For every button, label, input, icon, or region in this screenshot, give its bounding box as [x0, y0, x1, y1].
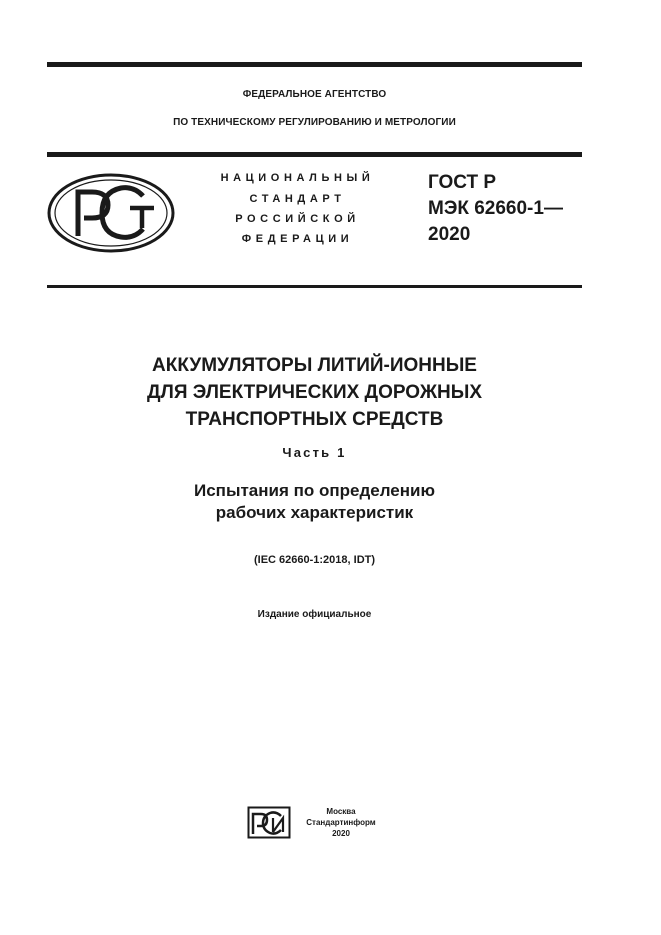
standard-designation-line-2: МЭК 62660-1—	[428, 198, 563, 219]
bottom-rule	[47, 285, 582, 288]
top-rule	[47, 62, 582, 67]
rst-certification-logo-icon	[46, 172, 176, 254]
publisher-year: 2020	[332, 829, 350, 838]
document-subtitle-line-2: рабочих характеристик	[215, 503, 414, 522]
standard-designation-line-3: 2020	[428, 224, 471, 245]
middle-rule	[47, 152, 582, 157]
national-standard-line-3: РОССИЙСКОЙ	[235, 213, 360, 225]
standard-designation-line-1: ГОСТ Р	[428, 172, 497, 193]
document-subtitle-line-1: Испытания по определению	[194, 481, 435, 500]
document-title-line-1: АККУМУЛЯТОРЫ ЛИТИЙ-ИОННЫЕ	[152, 355, 477, 376]
standartinform-logo-icon	[247, 806, 291, 839]
national-standard-line-2: СТАНДАРТ	[249, 193, 346, 205]
iec-reference: (IEC 62660-1:2018, IDT)	[253, 554, 376, 566]
edition-label: Издание официальное	[257, 609, 372, 620]
publisher-name: Стандартинформ	[306, 818, 376, 827]
part-number: Часть 1	[282, 445, 347, 460]
document-title-line-3: ТРАНСПОРТНЫХ СРЕДСТВ	[185, 409, 444, 430]
agency-name-line-1: ФЕДЕРАЛЬНОЕ АГЕНТСТВО	[242, 89, 387, 100]
agency-name-line-2: ПО ТЕХНИЧЕСКОМУ РЕГУЛИРОВАНИЮ И МЕТРОЛОГИИ	[173, 117, 456, 128]
publisher-city: Москва	[326, 807, 356, 816]
national-standard-line-1: НАЦИОНАЛЬНЫЙ	[220, 172, 375, 184]
national-standard-line-4: ФЕДЕРАЦИИ	[241, 233, 354, 245]
document-title-line-2: ДЛЯ ЭЛЕКТРИЧЕСКИХ ДОРОЖНЫХ	[147, 382, 482, 403]
